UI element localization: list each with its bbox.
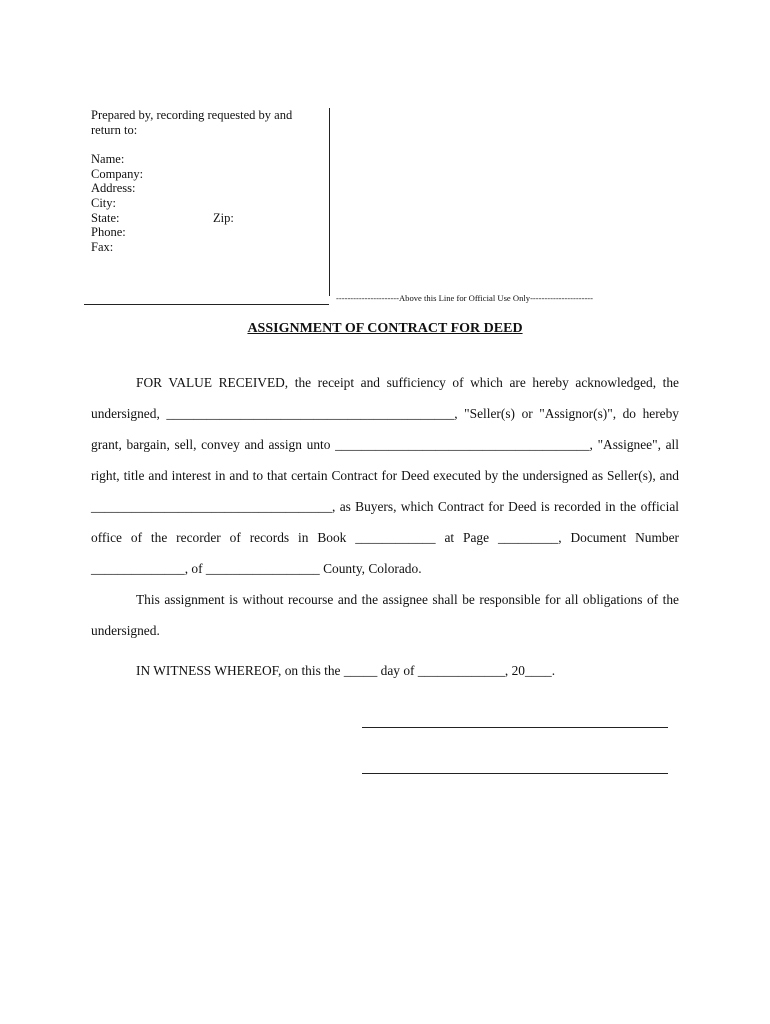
signature-line-1[interactable]	[362, 727, 668, 728]
recording-info-box	[91, 108, 330, 296]
fax-label: Fax:	[91, 239, 114, 254]
official-use-note: ----------------------Above this Line for Official Use Only----------------------	[336, 293, 594, 303]
recording-box-bottom-rule	[84, 304, 329, 305]
city-label: City:	[91, 195, 117, 210]
prepared-by-intro: Prepared by, recording requested by and return to:	[91, 108, 293, 137]
document-body	[91, 367, 679, 646]
document-title: ASSIGNMENT OF CONTRACT FOR DEED	[247, 321, 523, 336]
signature-line-2[interactable]	[362, 773, 668, 774]
address-label: Address:	[91, 181, 136, 196]
company-label: Company:	[91, 166, 144, 181]
witness-clause: IN WITNESS WHEREOF, on this the _____ day of _____________, 20____.	[136, 663, 556, 678]
name-label: Name:	[91, 152, 125, 167]
zip-label: Zip:	[213, 210, 234, 225]
recourse-paragraph: This assignment is without recourse and the assignee shall be responsible for all obligations of the undersigned.	[91, 592, 679, 638]
phone-label: Phone:	[91, 225, 126, 240]
state-label: State:	[91, 210, 120, 225]
assignment-paragraph: FOR VALUE RECEIVED, the receipt and sufficiency of which are hereby acknowledged, the undersigned, ___________________________________________, "Seller(s) or "Assignor(s)", do hereby grant, bargain, sell, convey and assign unto ______________________________________, "Assignee", all right, title and interest in and to that certain Contract for Deed executed by the undersigned as Seller(s), and ____________________________________, as Buyers, which Contract for Deed is recorded in the official office of the recorder of records in Book ____________ at Page _________, Document Number ______________, of _________________ County, Colorado.	[91, 375, 679, 576]
state-zip-row	[91, 211, 329, 226]
